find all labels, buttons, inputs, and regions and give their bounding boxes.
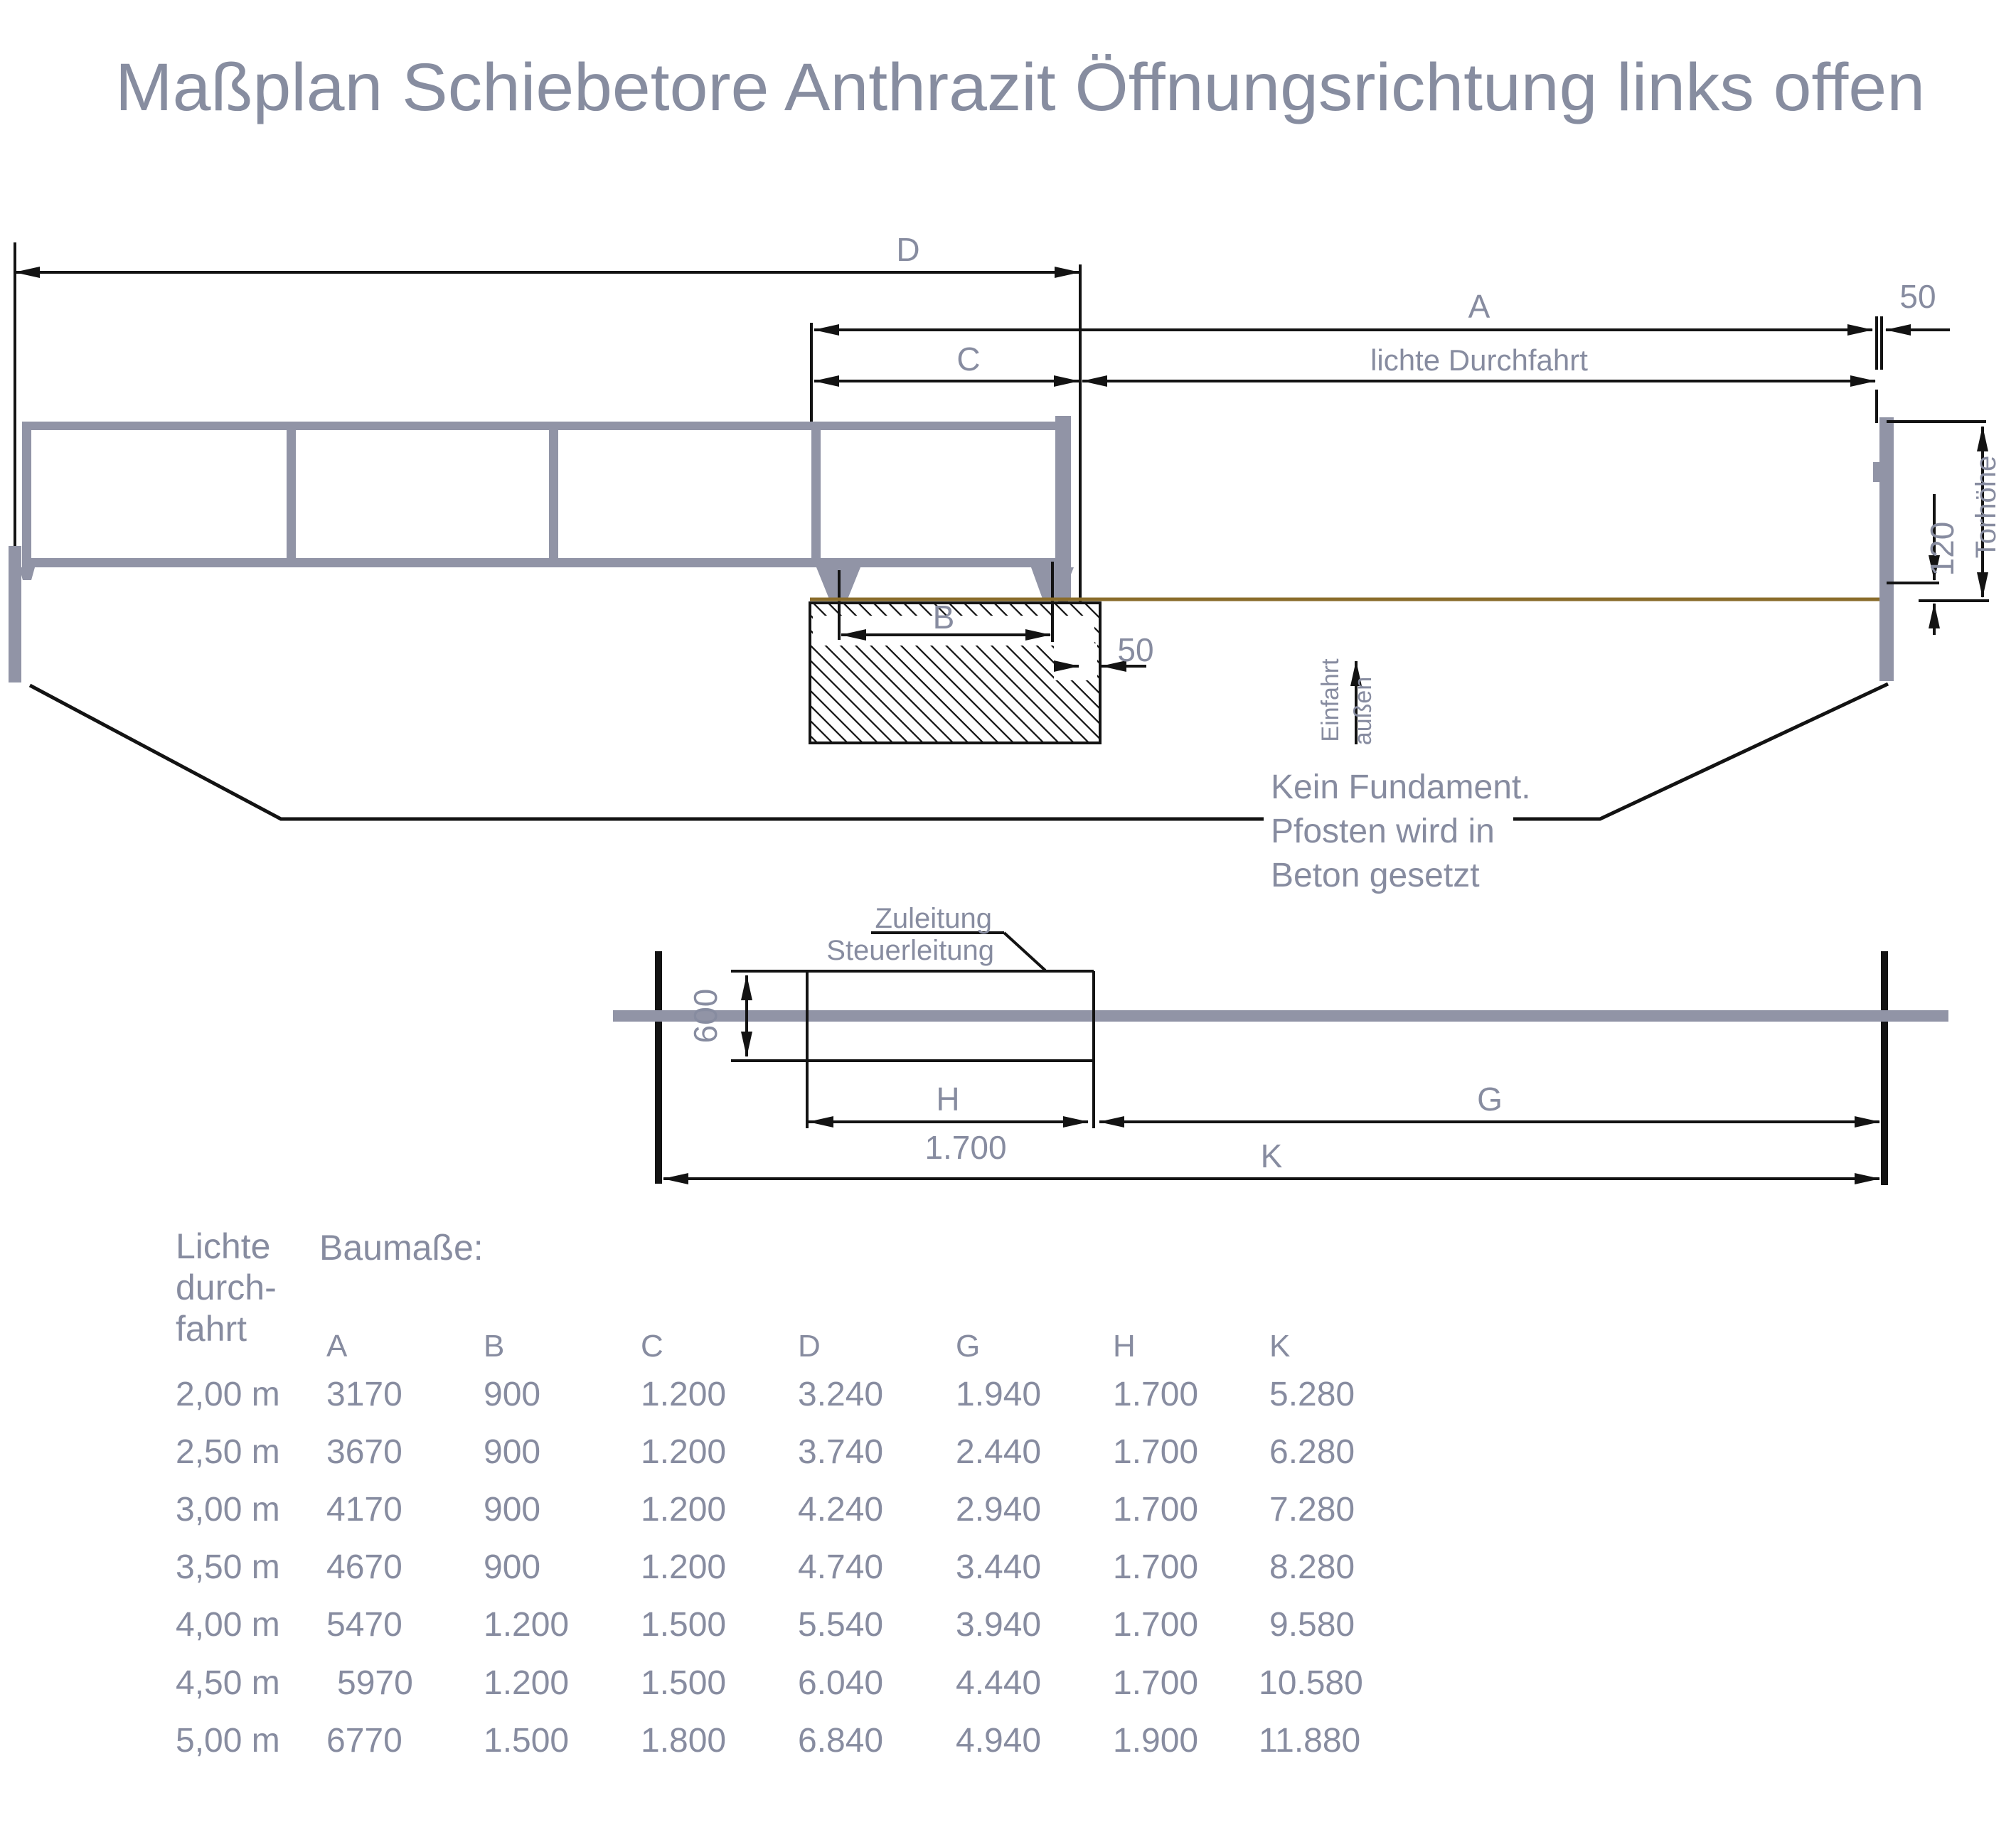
receiving-post <box>1879 417 1894 681</box>
table-cell: 3170 <box>326 1376 402 1413</box>
table-cell: 1.700 <box>1113 1433 1199 1471</box>
table-cell: 900 <box>484 1433 541 1471</box>
table-cell: 900 <box>484 1491 541 1529</box>
table-cell: 1.500 <box>641 1664 727 1702</box>
table-cell: 2,00 m <box>176 1376 280 1413</box>
post-gap-label: 50 <box>1899 278 1936 315</box>
table-cell: 1.940 <box>956 1376 1042 1413</box>
entry-label-1: Einfahrt <box>1317 658 1344 742</box>
table-row-header-2: durch- <box>176 1268 277 1307</box>
table-cell: 4,00 m <box>176 1606 280 1644</box>
supply-line-label: Zuleitung <box>875 903 992 934</box>
dim-label-d: D <box>896 231 920 268</box>
table-cell: 5970 <box>337 1664 413 1702</box>
table-cell: 1.500 <box>641 1606 727 1644</box>
table-col-k: K <box>1269 1329 1291 1364</box>
note-text-line1: Kein Fundament. <box>1271 769 1531 806</box>
table-cell: 1.200 <box>641 1548 727 1586</box>
table-cell: 8.280 <box>1269 1548 1355 1586</box>
table-cell: 5470 <box>326 1606 402 1644</box>
box-depth-label: 600 <box>687 988 724 1044</box>
table-cell: 1.700 <box>1113 1376 1199 1413</box>
foundation-gap-band <box>1054 643 1097 680</box>
foundation-gap-label: 50 <box>1117 631 1154 668</box>
table-cell: 1.200 <box>641 1491 727 1529</box>
table-cell: 6.040 <box>798 1664 884 1702</box>
table-cell: 4670 <box>326 1548 402 1586</box>
note-text-line3: Beton gesetzt <box>1271 857 1480 894</box>
table-col-h: H <box>1113 1329 1136 1364</box>
plan-post-right <box>1881 951 1888 1185</box>
table-cell: 2,50 m <box>176 1433 280 1471</box>
control-line-label: Steuerleitung <box>826 935 994 966</box>
table-col-g: G <box>956 1329 981 1364</box>
gate-divider-3 <box>811 430 821 558</box>
dim-label-c: C <box>956 341 981 378</box>
dim-label-b: B <box>932 599 955 636</box>
table-cell: 4.240 <box>798 1491 884 1529</box>
table-cell: 9.580 <box>1269 1606 1355 1644</box>
table-cell: 3670 <box>326 1433 402 1471</box>
table-cell: 3,50 m <box>176 1548 280 1586</box>
table-cell: 6770 <box>326 1722 402 1760</box>
table-cell: 1.200 <box>484 1664 570 1702</box>
table-cell: 1.200 <box>484 1606 570 1644</box>
table-cell: 4170 <box>326 1491 402 1529</box>
table-cell: 1.500 <box>484 1722 570 1760</box>
table-cell: 3.240 <box>798 1376 884 1413</box>
table-title: Baumaße: <box>319 1228 484 1268</box>
dim-label-k: K <box>1260 1137 1283 1174</box>
receiving-post-catch <box>1873 462 1879 482</box>
gate-top-rail <box>22 422 1071 430</box>
table-cell: 4,50 m <box>176 1664 280 1702</box>
plan-gate-rail <box>613 1010 1948 1022</box>
table-cell: 1.800 <box>641 1722 727 1760</box>
table-cell: 6.840 <box>798 1722 884 1760</box>
gate-left-frame <box>22 430 31 558</box>
table-row-header-3: fahrt <box>176 1309 247 1349</box>
table-cell: 3.940 <box>956 1606 1042 1644</box>
dim-label-g: G <box>1477 1081 1503 1118</box>
table-cell: 3,00 m <box>176 1491 280 1529</box>
table-cell: 5.280 <box>1269 1376 1355 1413</box>
table-cell: 1.700 <box>1113 1664 1199 1702</box>
entry-label-2: außen <box>1350 676 1377 746</box>
table-cell: 5,00 m <box>176 1722 280 1760</box>
table-cell: 4.940 <box>956 1722 1042 1760</box>
table-cell: 1.700 <box>1113 1491 1199 1529</box>
table-cell: 2.440 <box>956 1433 1042 1471</box>
table-cell: 6.280 <box>1269 1433 1355 1471</box>
table-cell: 4.440 <box>956 1664 1042 1702</box>
table-cell: 3.740 <box>798 1433 884 1471</box>
table-cell: 2.940 <box>956 1491 1042 1529</box>
clear-passage-label: lichte Durchfahrt <box>1370 343 1588 377</box>
table-cell: 1.900 <box>1113 1722 1199 1760</box>
table-col-c: C <box>641 1329 663 1364</box>
table-cell: 11.880 <box>1259 1722 1361 1760</box>
gate-divider-2 <box>549 430 558 558</box>
table-col-d: D <box>798 1329 821 1364</box>
gate-height-label: Torhöhe <box>1970 455 2002 559</box>
plan-post-left <box>655 951 662 1184</box>
dim-label-h: H <box>936 1081 960 1118</box>
table-cell: 7.280 <box>1269 1491 1355 1529</box>
table-cell: 5.540 <box>798 1606 884 1644</box>
table-cell: 1.700 <box>1113 1606 1199 1644</box>
dim-value-h: 1.700 <box>924 1129 1007 1166</box>
table-cell: 1.200 <box>641 1433 727 1471</box>
table-cell: 3.440 <box>956 1548 1042 1586</box>
gate-divider-1 <box>287 430 296 558</box>
table-cell: 1.200 <box>641 1376 727 1413</box>
table-cell: 900 <box>484 1548 541 1586</box>
table-cell: 1.700 <box>1113 1548 1199 1586</box>
table-cell: 900 <box>484 1376 541 1413</box>
note-text-line2: Pfosten wird in <box>1271 813 1495 850</box>
dim-label-a: A <box>1468 288 1490 325</box>
catch-post-left <box>9 546 21 682</box>
table-col-b: B <box>484 1329 505 1364</box>
page-title: Maßplan Schiebetore Anthrazit Öffnungsrichtung links offen <box>115 50 1925 125</box>
table-cell: 10.580 <box>1259 1664 1363 1702</box>
table-col-a: A <box>326 1329 348 1364</box>
table-cell: 4.740 <box>798 1548 884 1586</box>
gate-bottom-rail <box>22 558 1071 567</box>
bottom-gap-label: 120 <box>1924 521 1961 577</box>
table-row-header-1: Lichte <box>176 1226 271 1266</box>
